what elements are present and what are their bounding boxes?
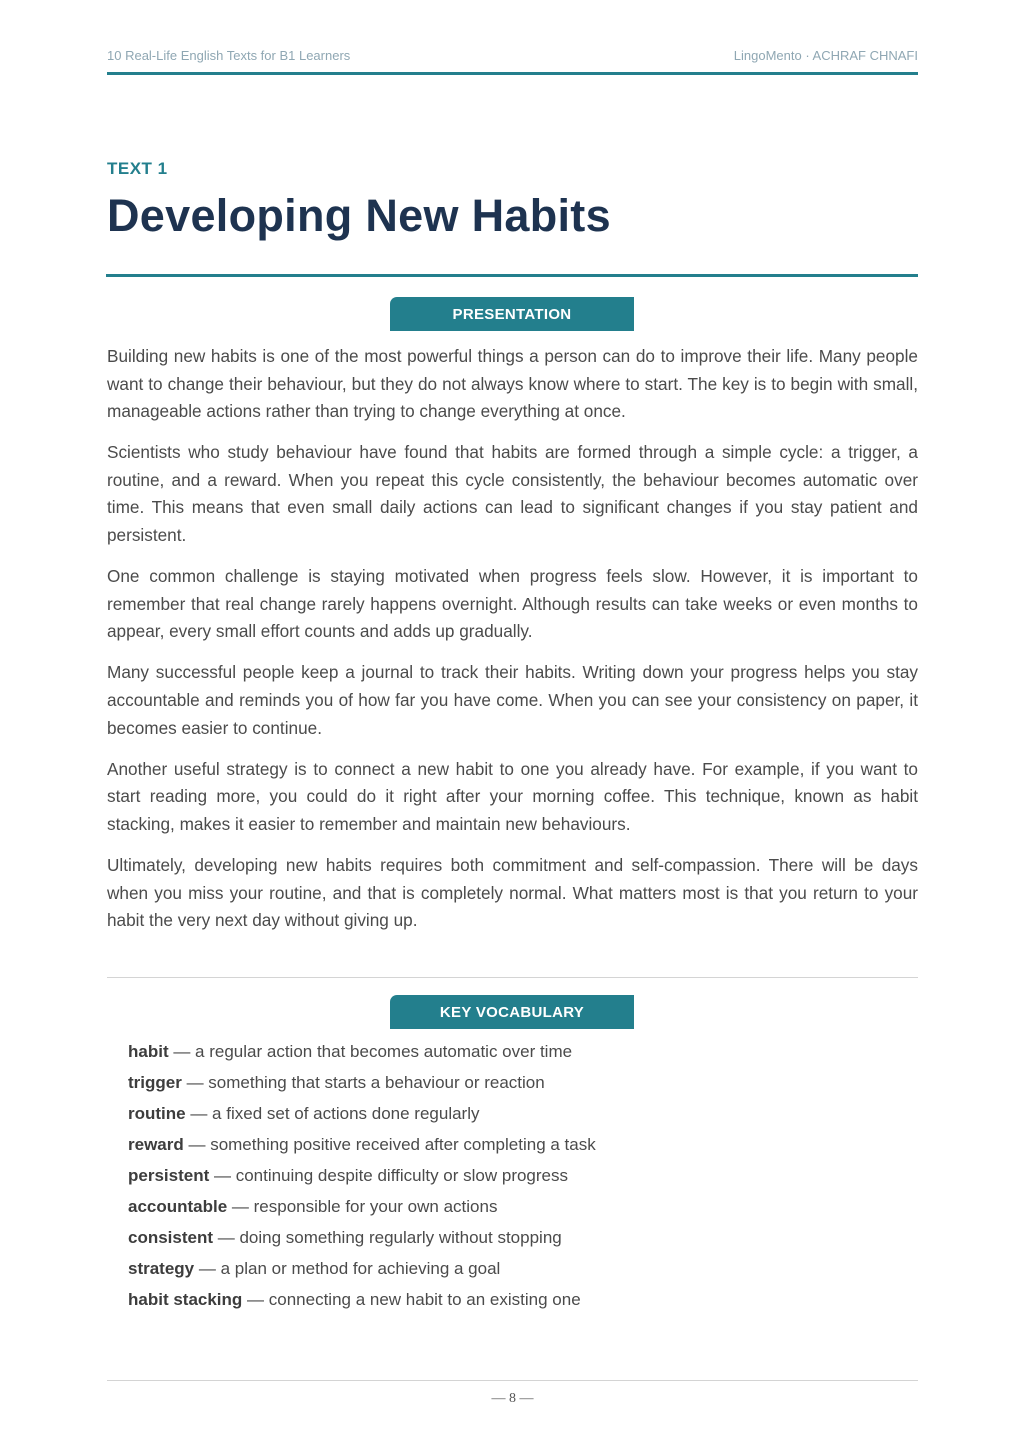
header-divider [107, 72, 918, 75]
vocab-term: reward [128, 1135, 184, 1154]
running-header [107, 48, 918, 63]
vocab-definition: — a fixed set of actions done regularly [185, 1104, 480, 1123]
vocab-term: routine [128, 1104, 186, 1123]
document-page [107, 0, 918, 1448]
footer-divider [107, 1380, 918, 1381]
page-number: — 8 — [491, 1391, 534, 1406]
page-title: Developing New Habits [107, 190, 611, 241]
paragraph: One common challenge is staying motivated when progress feels slow. However, it is important to remember that real change rarely happens overnight. Although results can take weeks or even months to appear, every small effort counts and adds up gradually. [107, 566, 918, 642]
vocab-definition: — something that starts a behaviour or reaction [181, 1073, 545, 1092]
vocab-item [128, 1222, 888, 1253]
vocabulary-section-tab: KEY VOCABULARY [390, 995, 634, 1029]
book-title: 10 Real-Life English Texts for B1 Learners [107, 48, 351, 63]
vocab-item [128, 1067, 888, 1098]
vocab-term: accountable [128, 1197, 228, 1216]
vocab-definition: — responsible for your own actions [227, 1197, 498, 1216]
vocab-definition: — connecting a new habit to an existing one [242, 1290, 581, 1309]
vocab-term: habit stacking [128, 1290, 243, 1309]
vocab-item [128, 1191, 888, 1222]
vocab-definition: — continuing despite difficulty or slow progress [209, 1166, 569, 1185]
vocab-item [128, 1098, 888, 1129]
presentation-body [107, 343, 918, 948]
vocab-item [128, 1160, 888, 1191]
vocab-definition: — doing something regularly without stopping [213, 1228, 562, 1247]
vocab-definition: — something positive received after completing a task [183, 1135, 596, 1154]
vocab-item [128, 1036, 888, 1067]
vocab-term: strategy [128, 1259, 195, 1278]
vocabulary-list [128, 1036, 888, 1315]
vocab-term: habit [128, 1042, 169, 1061]
paragraph: Building new habits is one of the most powerful things a person can do to improve their life. Many people want to change their behaviour, but they do not always know where to start. The key is to begin with small, manageable actions rather than trying to change everything at once. [107, 346, 918, 422]
paragraph: Many successful people keep a journal to track their habits. Writing down your progress helps you stay accountable and reminds you of how far you have come. When you can see your consistency on paper, it becomes easier to continue. [107, 662, 918, 738]
presentation-section-tab: PRESENTATION [390, 297, 634, 331]
vocab-term: trigger [128, 1073, 182, 1092]
paragraph: Scientists who study behaviour have found that habits are formed through a simple cycle: a trigger, a routine, and a reward. When you repeat this cycle consistently, the behaviour becomes automatic over time. This means that even small daily actions can lead to significant changes if you stay patient and persistent. [107, 442, 918, 546]
text-number-label: TEXT 1 [107, 159, 168, 178]
vocab-term: consistent [128, 1228, 214, 1247]
vocab-definition: — a plan or method for achieving a goal [194, 1259, 501, 1278]
section-divider [107, 977, 918, 978]
vocab-definition: — a regular action that becomes automatic over time [168, 1042, 573, 1061]
vocab-item [128, 1284, 888, 1315]
paragraph: Another useful strategy is to connect a new habit to one you already have. For example, if you want to start reading more, you could do it right after your morning coffee. This technique, known as habit stacking, makes it easier to remember and maintain new behaviours. [107, 758, 918, 834]
vocab-term: persistent [128, 1166, 210, 1185]
paragraph: Ultimately, developing new habits requires both commitment and self-compassion. There will be days when you miss your routine, and that is completely normal. What matters most is that you return to your habit the very next day without giving up. [107, 855, 918, 931]
title-divider [106, 274, 918, 277]
vocab-item [128, 1129, 888, 1160]
vocab-item [128, 1253, 888, 1284]
author-credit: LingoMento · ACHRAF CHNAFI [733, 48, 918, 63]
